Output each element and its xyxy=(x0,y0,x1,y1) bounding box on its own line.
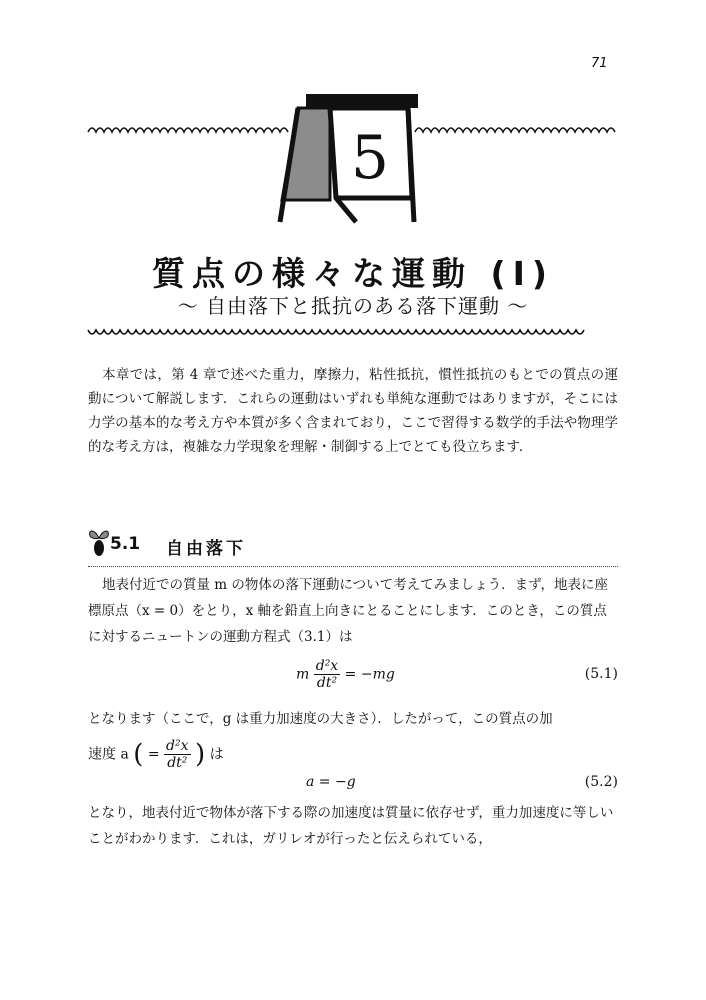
body-paragraph-4 xyxy=(88,800,618,852)
acc-denominator: dt² xyxy=(167,755,188,771)
body-paragraph-1 xyxy=(88,572,618,650)
acc-equals: = xyxy=(147,746,160,763)
page-number: 71 xyxy=(591,56,608,71)
acc-fraction xyxy=(164,738,190,771)
body-text-1: 地表付近での質量 m の物体の落下運動について考えてみましょう．まず，地表に座標原点（x = 0）をとり，x 軸を鉛直上向きにとることにします．このとき，この質点に対するニュートンの運動方程式（3.1）は xyxy=(88,577,609,645)
intro-paragraph xyxy=(88,363,618,459)
eq2-text: a = −g xyxy=(306,774,356,790)
acc-prefix: 速度 a xyxy=(88,746,129,763)
body-paragraph-3: 速度 a ( = $\frac{\text{d²x}}{\text{dt²}}$ ) は xyxy=(88,738,224,771)
chapter-number: 5 xyxy=(350,123,390,193)
acc-suffix: は xyxy=(209,746,224,763)
body-paragraph-2 xyxy=(88,706,618,732)
easel-icon xyxy=(280,94,418,222)
eq2-number: (5.2) xyxy=(584,774,618,790)
eq1-numerator: d²x xyxy=(315,658,339,674)
section-title: 自由落下 xyxy=(166,539,246,559)
eq1-number: (5.1) xyxy=(584,666,618,682)
wavy-line-right-icon xyxy=(415,128,615,132)
chapter-subtitle: 〜 自由落下と抵抗のある落下運動 〜 xyxy=(177,294,529,318)
body-text-4: となり，地表付近で物体が落下する際の加速度は質量に依存せず，重力加速度に等しいことがわかります．これは，ガリレオが行ったと伝えられている， xyxy=(88,805,614,847)
intro-text: 本章では，第 4 章で述べた重力，摩擦力，粘性抵抗，慣性抵抗のもとでの質点の運動について解説します．これらの運動はいずれも単純な運動ではありますが，そこには力学の基本的な考え方や本質が多く含まれており，ここで習得する数学的手法や物理学的な考え方は，複雑な力学現象を理解・制御する上でとても役立ちます． xyxy=(88,367,618,455)
chapter-title: 質点の様々な運動 (I) xyxy=(152,254,554,293)
wavy-line-left-icon xyxy=(88,128,288,132)
eq1-fraction xyxy=(314,658,340,691)
section-heading xyxy=(88,530,618,567)
eq1-lhs-prefix: m xyxy=(296,666,310,683)
sprout-icon xyxy=(88,520,110,556)
acc-numerator: d²x xyxy=(166,738,189,754)
body-text-2: となります（ここで，g は重力加速度の大きさ）．したがって，この質点の加 xyxy=(88,711,553,727)
equation-5-1 xyxy=(88,656,618,696)
section-number: 5.1 xyxy=(110,534,141,554)
eq1-denominator: dt² xyxy=(316,675,338,691)
wavy-line-bottom-icon xyxy=(88,330,584,334)
eq1-rhs: = −mg xyxy=(344,666,395,683)
